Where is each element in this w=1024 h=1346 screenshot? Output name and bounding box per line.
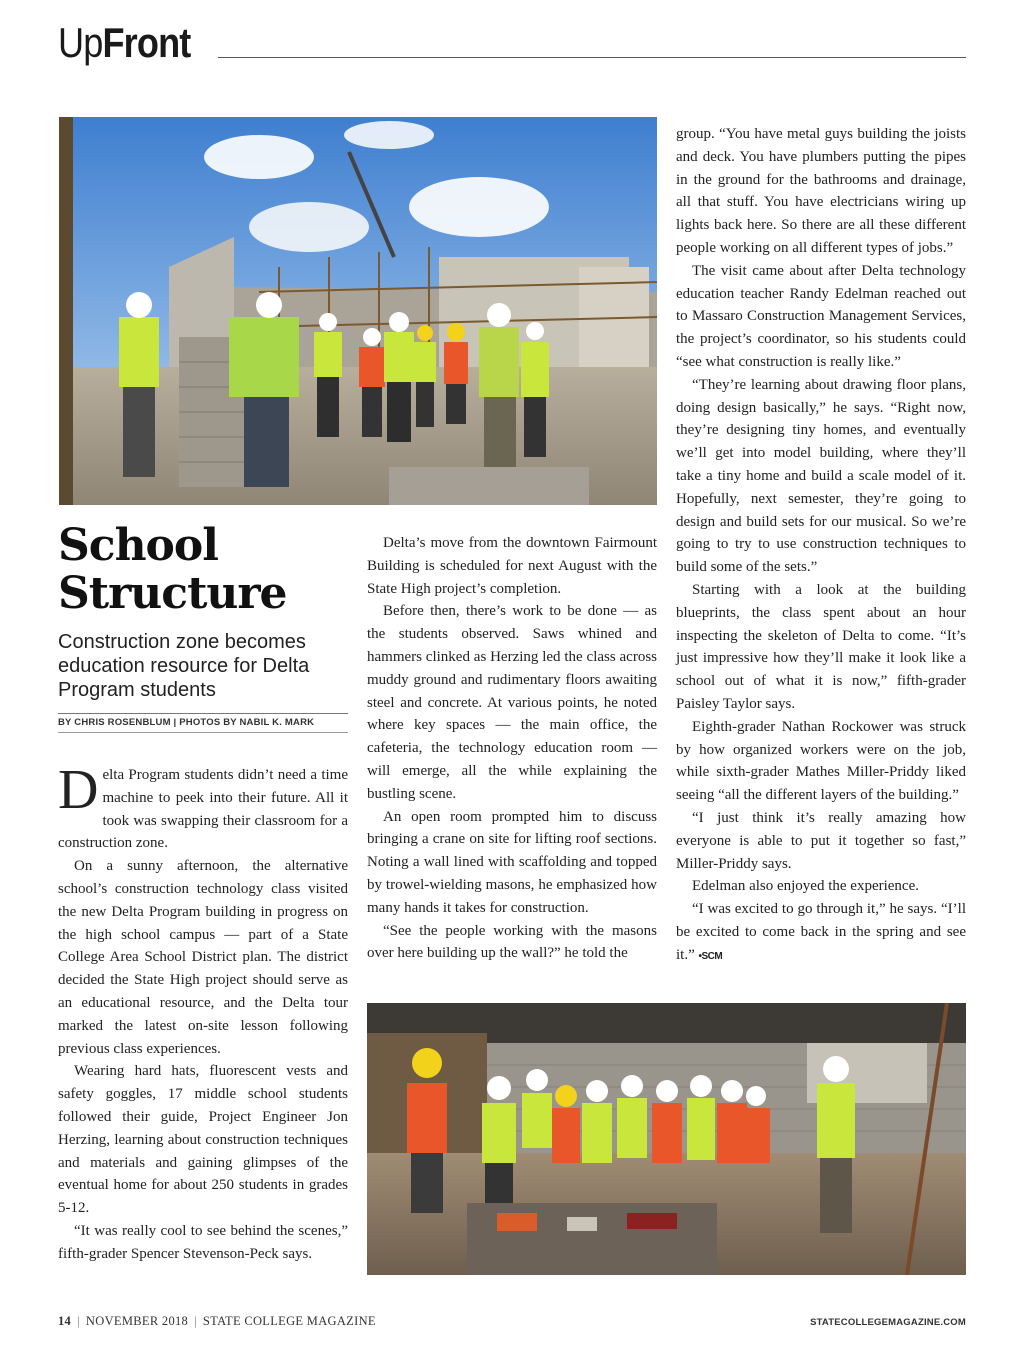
paragraph bbox=[58, 759, 348, 855]
article-column-1 bbox=[58, 759, 348, 1266]
end-mark: •SCM bbox=[698, 950, 723, 962]
page-footer bbox=[58, 1314, 376, 1329]
headline-line-2: Structure bbox=[58, 568, 287, 619]
masthead-rule bbox=[218, 57, 966, 58]
construction-site-photo bbox=[59, 117, 657, 505]
paragraph: Wearing hard hats, fluorescent vests and safety goggles, 17 middle school students followed their guide, Project Engineer Jon Herzing, learning about construction techniques and materials and gaining glimpses of the eventual home for about 250 students in grades 5-12. bbox=[58, 1063, 348, 1217]
page-number: 14 bbox=[58, 1314, 72, 1328]
article-column-2 bbox=[367, 532, 657, 965]
paragraph: “It was really cool to see behind the scenes,” fifth-grader Spencer Stevenson-Peck says. bbox=[58, 1222, 348, 1262]
section-masthead bbox=[58, 14, 190, 72]
paragraph bbox=[676, 898, 966, 968]
drop-cap: D bbox=[58, 759, 99, 821]
paragraph: Edelman also enjoyed the experience. bbox=[692, 878, 919, 895]
issue-date: NOVEMBER 2018 bbox=[85, 1314, 189, 1328]
paragraph: The visit came about after Delta technology education teacher Randy Edelman reached out to Massaro Construction Management Services, the project’s coordinator, so his students could “see what construction is really like.” bbox=[676, 262, 966, 370]
paragraph: “They’re learning about drawing floor plans, doing design basically,” he says. “Right now, they’re designing tiny homes, and eventually we’ll get into model building, where they’ll take a tiny home and build a scale model of it. Hopefully, next semester, they’re going to design and build sets for our musical. So we’re going to try to use construction techniques to build some of the sets.” bbox=[676, 376, 966, 576]
website-url: STATECOLLEGEMAGAZINE.COM bbox=[810, 1317, 966, 1328]
paragraph: “See the people working with the masons over here building up the wall?” he told the bbox=[367, 922, 657, 962]
headline-line-1: School bbox=[58, 520, 218, 571]
byline: BY CHRIS ROSENBLUM | PHOTOS BY NABIL K. MARK bbox=[58, 717, 315, 728]
article-headline bbox=[58, 522, 358, 618]
paragraph: Eighth-grader Nathan Rockower was struck by how organized workers were on the job, while sixth-grader Mathes Miller-Priddy liked seeing “all the different layers of the building.” bbox=[676, 718, 966, 804]
paragraph: An open room prompted him to discuss bringing a crane on site for lifting roof sections. Noting a wall lined with scaffolding and topped by trowel-wielding masons, he emphasized how many hands it takes for construction. bbox=[367, 808, 657, 916]
paragraph: Before then, there’s work to be done — as the students observed. Saws whined and hammers clinked as Herzing led the class across muddy ground and rudimentary floors awaiting steel and concrete. At various points, he noted where key spaces — the main office, the cafeteria, the technology education room — will emerge, all the while explaining the bustling scene. bbox=[367, 603, 657, 802]
paragraph-text: “I was excited to go through it,” he says. “I’ll be excited to come back in the spring and see it.” bbox=[676, 901, 966, 963]
paragraph: On a sunny afternoon, the alternative school’s construction technology class visited the new Delta Program building in progress on the high school campus — part of a State College Area School District plan. The district decided the State High project should serve as an educational resource, and the Delta tour marked the latest on-site lesson following previous class experiences. bbox=[58, 858, 348, 1057]
masthead-front: Front bbox=[102, 19, 191, 66]
paragraph: Delta’s move from the downtown Fairmount Building is scheduled for next August with the State High project’s completion. bbox=[367, 535, 657, 597]
article-deck: Construction zone becomes education resource for Delta Program students bbox=[58, 631, 310, 701]
byline-rule bbox=[58, 732, 348, 733]
paragraph-text: elta Program students didn’t need a time machine to peek into their future. All it took was swapping their classroom for a construction zone. bbox=[58, 767, 348, 852]
students-tour-photo bbox=[367, 1003, 966, 1275]
article-column-3 bbox=[676, 123, 966, 968]
byline-rule bbox=[58, 713, 348, 714]
magazine-name: STATE COLLEGE MAGAZINE bbox=[202, 1314, 376, 1328]
paragraph: “I just think it’s really amazing how everyone is able to put it together so fast,” Miller-Priddy says. bbox=[676, 809, 966, 872]
paragraph: Starting with a look at the building blueprints, the class spent about an hour inspecting the skeleton of Delta to come. “It’s just impressive how they’ll make it look like a school out of what it is now,” fifth-grader Paisley Taylor says. bbox=[676, 581, 966, 712]
masthead-up: Up bbox=[58, 19, 103, 66]
paragraph: group. “You have metal guys building the joists and deck. You have plumbers putting the pipes in the ground for the bathrooms and drainage, all that stuff. You have electricians wiring up lights back here. So there are all these different people working on all different types of jobs.” bbox=[676, 126, 966, 256]
footer-separator: | bbox=[77, 1314, 80, 1328]
footer-separator: | bbox=[194, 1314, 197, 1328]
